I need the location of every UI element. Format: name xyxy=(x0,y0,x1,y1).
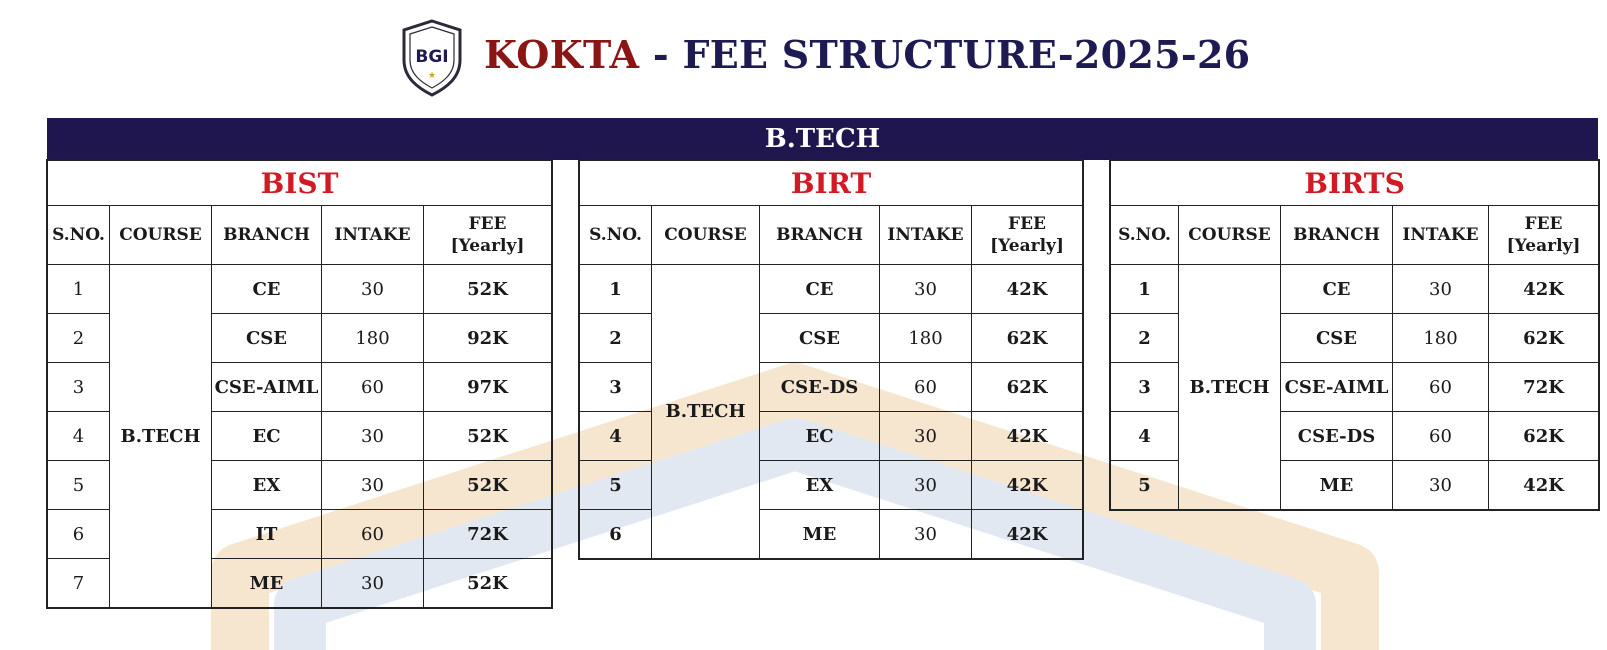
cell-intake: 30 xyxy=(880,412,972,461)
cell-fee: 72K xyxy=(1489,363,1599,412)
bgi-shield-logo xyxy=(400,18,464,98)
col-intake: INTAKE xyxy=(322,206,424,265)
col-intake: INTAKE xyxy=(880,206,972,265)
cell-fee: 52K xyxy=(424,265,552,314)
cell-fee: 52K xyxy=(424,412,552,461)
cell-fee: 52K xyxy=(424,559,552,608)
birts-fee-table xyxy=(1110,160,1599,510)
cell-intake: 180 xyxy=(1393,314,1489,363)
institute-name: BIRT xyxy=(580,161,1083,206)
birt-fee-table xyxy=(579,160,1083,559)
cell-intake: 60 xyxy=(322,510,424,559)
bist-fee-table xyxy=(47,160,552,608)
cell-branch: EC xyxy=(760,412,880,461)
col-fee-line2: [Yearly] xyxy=(990,236,1064,256)
cell-fee: 42K xyxy=(972,461,1083,510)
col-fee xyxy=(424,206,552,265)
cell-sno: 4 xyxy=(1111,412,1179,461)
cell-fee: 62K xyxy=(972,314,1083,363)
cell-sno: 1 xyxy=(1111,265,1179,314)
cell-sno: 4 xyxy=(48,412,110,461)
cell-sno: 2 xyxy=(580,314,652,363)
table-row xyxy=(580,265,1083,314)
col-course: COURSE xyxy=(110,206,212,265)
cell-fee: 62K xyxy=(1489,412,1599,461)
cell-intake: 30 xyxy=(1393,265,1489,314)
col-fee-line1: FEE xyxy=(468,214,507,234)
cell-branch: CSE xyxy=(760,314,880,363)
cell-fee: 97K xyxy=(424,363,552,412)
cell-fee: 92K xyxy=(424,314,552,363)
col-sno: S.NO. xyxy=(48,206,110,265)
cell-sno: 7 xyxy=(48,559,110,608)
cell-branch: CSE-AIML xyxy=(212,363,322,412)
cell-intake: 30 xyxy=(880,265,972,314)
col-course: COURSE xyxy=(1179,206,1281,265)
col-sno: S.NO. xyxy=(580,206,652,265)
cell-intake: 30 xyxy=(880,461,972,510)
cell-fee: 52K xyxy=(424,461,552,510)
col-intake: INTAKE xyxy=(1393,206,1489,265)
cell-branch: CE xyxy=(760,265,880,314)
cell-intake: 60 xyxy=(322,363,424,412)
institute-name: BIRTS xyxy=(1111,161,1599,206)
cell-sno: 5 xyxy=(580,461,652,510)
cell-sno: 1 xyxy=(48,265,110,314)
cell-branch: EX xyxy=(212,461,322,510)
cell-sno: 3 xyxy=(580,363,652,412)
col-course: COURSE xyxy=(652,206,760,265)
cell-fee: 62K xyxy=(972,363,1083,412)
cell-intake: 60 xyxy=(1393,412,1489,461)
col-sno: S.NO. xyxy=(1111,206,1179,265)
cell-course: B.TECH xyxy=(110,265,212,608)
cell-intake: 30 xyxy=(322,559,424,608)
btech-band: B.TECH xyxy=(47,118,1598,160)
title-rest: - FEE STRUCTURE-2025-26 xyxy=(639,32,1251,77)
cell-branch: EC xyxy=(212,412,322,461)
cell-branch: CSE xyxy=(1281,314,1393,363)
col-fee-line1: FEE xyxy=(1524,214,1563,234)
cell-branch: CSE-DS xyxy=(1281,412,1393,461)
cell-fee: 42K xyxy=(972,510,1083,559)
cell-fee: 42K xyxy=(972,265,1083,314)
col-fee-line1: FEE xyxy=(1008,214,1047,234)
institute-name: BIST xyxy=(48,161,552,206)
cell-intake: 30 xyxy=(322,461,424,510)
cell-branch: CSE-AIML xyxy=(1281,363,1393,412)
cell-course: B.TECH xyxy=(652,265,760,559)
col-fee-line2: [Yearly] xyxy=(450,236,525,256)
cell-intake: 60 xyxy=(880,363,972,412)
cell-sno: 2 xyxy=(1111,314,1179,363)
cell-branch: ME xyxy=(212,559,322,608)
cell-sno: 5 xyxy=(1111,461,1179,510)
col-fee xyxy=(972,206,1083,265)
cell-intake: 30 xyxy=(880,510,972,559)
col-fee xyxy=(1489,206,1599,265)
cell-branch: CSE xyxy=(212,314,322,363)
cell-intake: 30 xyxy=(1393,461,1489,510)
cell-sno: 6 xyxy=(580,510,652,559)
cell-branch: ME xyxy=(760,510,880,559)
cell-intake: 30 xyxy=(322,412,424,461)
cell-sno: 6 xyxy=(48,510,110,559)
cell-fee: 42K xyxy=(972,412,1083,461)
cell-intake: 180 xyxy=(880,314,972,363)
cell-branch: ME xyxy=(1281,461,1393,510)
table-row xyxy=(1111,265,1599,314)
cell-branch: CSE-DS xyxy=(760,363,880,412)
cell-branch: CE xyxy=(1281,265,1393,314)
logo-text: BGI xyxy=(415,47,449,67)
cell-sno: 1 xyxy=(580,265,652,314)
cell-fee: 42K xyxy=(1489,265,1599,314)
cell-branch: CE xyxy=(212,265,322,314)
col-fee-line2: [Yearly] xyxy=(1506,236,1581,256)
cell-branch: IT xyxy=(212,510,322,559)
cell-fee: 62K xyxy=(1489,314,1599,363)
cell-intake: 30 xyxy=(322,265,424,314)
cell-sno: 3 xyxy=(1111,363,1179,412)
cell-sno: 4 xyxy=(580,412,652,461)
table-row xyxy=(48,265,552,314)
cell-fee: 72K xyxy=(424,510,552,559)
cell-course: B.TECH xyxy=(1179,265,1281,510)
page-header xyxy=(0,14,1607,104)
cell-sno: 5 xyxy=(48,461,110,510)
cell-branch: EX xyxy=(760,461,880,510)
page-title xyxy=(484,32,1250,78)
col-branch: BRANCH xyxy=(1281,206,1393,265)
svg-text:★: ★ xyxy=(427,71,437,81)
cell-sno: 3 xyxy=(48,363,110,412)
cell-sno: 2 xyxy=(48,314,110,363)
col-branch: BRANCH xyxy=(760,206,880,265)
title-brand: KOKTA xyxy=(484,32,640,77)
cell-fee: 42K xyxy=(1489,461,1599,510)
cell-intake: 60 xyxy=(1393,363,1489,412)
cell-intake: 180 xyxy=(322,314,424,363)
col-branch: BRANCH xyxy=(212,206,322,265)
